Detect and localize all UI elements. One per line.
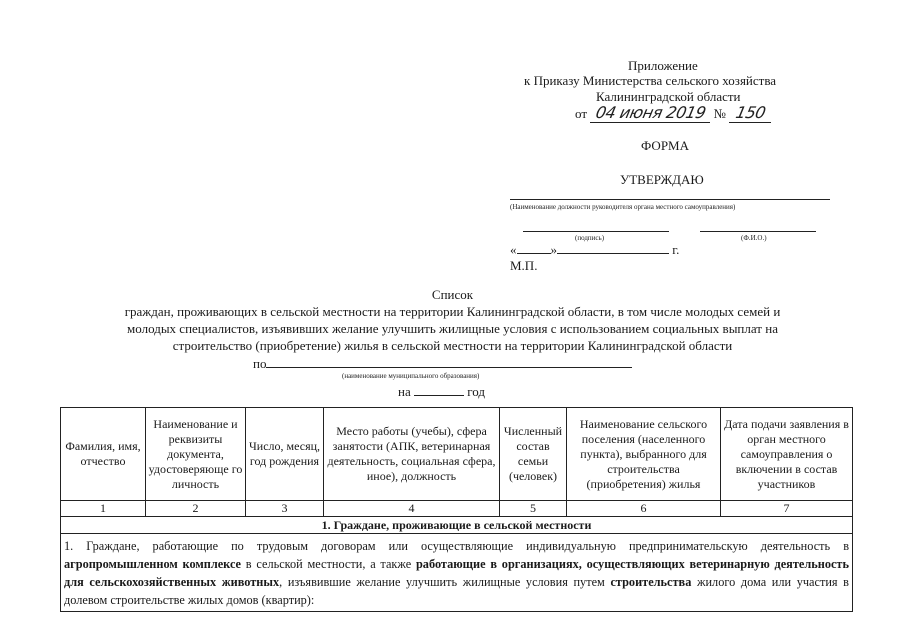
handwritten-date: 04 июня 2019	[593, 103, 707, 122]
table-header-row	[61, 408, 853, 501]
municipality-line: по	[253, 355, 632, 372]
applicants-table	[60, 407, 853, 612]
column-header: Численный состав семьи (человек)	[500, 408, 567, 501]
column-number: 2	[146, 501, 246, 517]
column-header: Число, месяц, год рождения	[246, 408, 324, 501]
column-number: 1	[61, 501, 146, 517]
name-line	[700, 231, 816, 232]
column-header: Наименование сельского поселения (населенного пункта), выбранного для строительства (приобретения) жилья	[567, 408, 721, 501]
approval-date-line: « » г.	[510, 242, 680, 257]
order-reference: к Приказу Министерства сельского хозяйства	[524, 73, 777, 88]
section-title: 1. Граждане, проживающие в сельской местности	[61, 517, 853, 534]
column-header: Дата подачи заявления в орган местного самоуправления о включении в состав участников	[721, 408, 853, 501]
region-name: Калининградской области	[596, 89, 741, 104]
column-number: 7	[721, 501, 853, 517]
column-number: 5	[500, 501, 567, 517]
stamp-label: М.П.	[510, 258, 538, 273]
year-line: на год	[398, 384, 485, 399]
title-line-1: граждан, проживающих в сельской местности на территории Калининградской области, в том числе молодых семей и	[124, 304, 781, 319]
column-number: 4	[324, 501, 500, 517]
column-number-row	[61, 501, 853, 517]
name-caption: (Ф.И.О.)	[741, 234, 767, 242]
category-row	[61, 534, 853, 612]
column-header: Фамилия, имя, отчество	[61, 408, 146, 501]
handwritten-number: 150	[733, 103, 767, 122]
position-line	[510, 199, 830, 200]
column-number: 3	[246, 501, 324, 517]
title-line-3: строительство (приобретение) жилья в сельской местности на территории Калининградской области	[172, 338, 733, 353]
form-label: ФОРМА	[641, 138, 689, 153]
appendix-label: Приложение	[628, 58, 698, 73]
signature-line	[523, 231, 669, 232]
category-paragraph: 1. Граждане, работающие по трудовым договорам или осуществляющие индивидуальную предпринимательскую деятельность в агропромышленном комплексе в сельской местности, а также работающие в организациях, осуществляющих ветеринарную деятельность для сельскохозяйственных животных, изъявившие желание улучшить жилищные условия путем строительства жилого дома или участия в долевом строительстве жилых домов (квартир):	[61, 534, 853, 612]
signature-caption: (подпись)	[575, 234, 605, 242]
column-header: Наименование и реквизиты документа, удостоверяюще го личность	[146, 408, 246, 501]
number-sign: №	[713, 106, 726, 121]
column-number: 6	[567, 501, 721, 517]
list-heading: Список	[431, 287, 474, 302]
from-prefix: от	[575, 106, 588, 121]
approve-label: УТВЕРЖДАЮ	[620, 172, 704, 187]
order-date-line	[575, 105, 771, 123]
column-header: Место работы (учебы), сфера занятости (АПК, ветеринарная деятельность, социальная сфера, иное), должность	[324, 408, 500, 501]
title-line-2: молодых специалистов, изъявивших желание улучшить жилищные условия с использованием социальных выплат на	[127, 321, 778, 336]
position-caption: (Наименование должности руководителя органа местного самоуправления)	[510, 203, 736, 211]
section-row	[61, 517, 853, 534]
municipality-caption: (наименование муниципального образования)	[342, 372, 480, 380]
year-suffix: г.	[672, 242, 680, 257]
